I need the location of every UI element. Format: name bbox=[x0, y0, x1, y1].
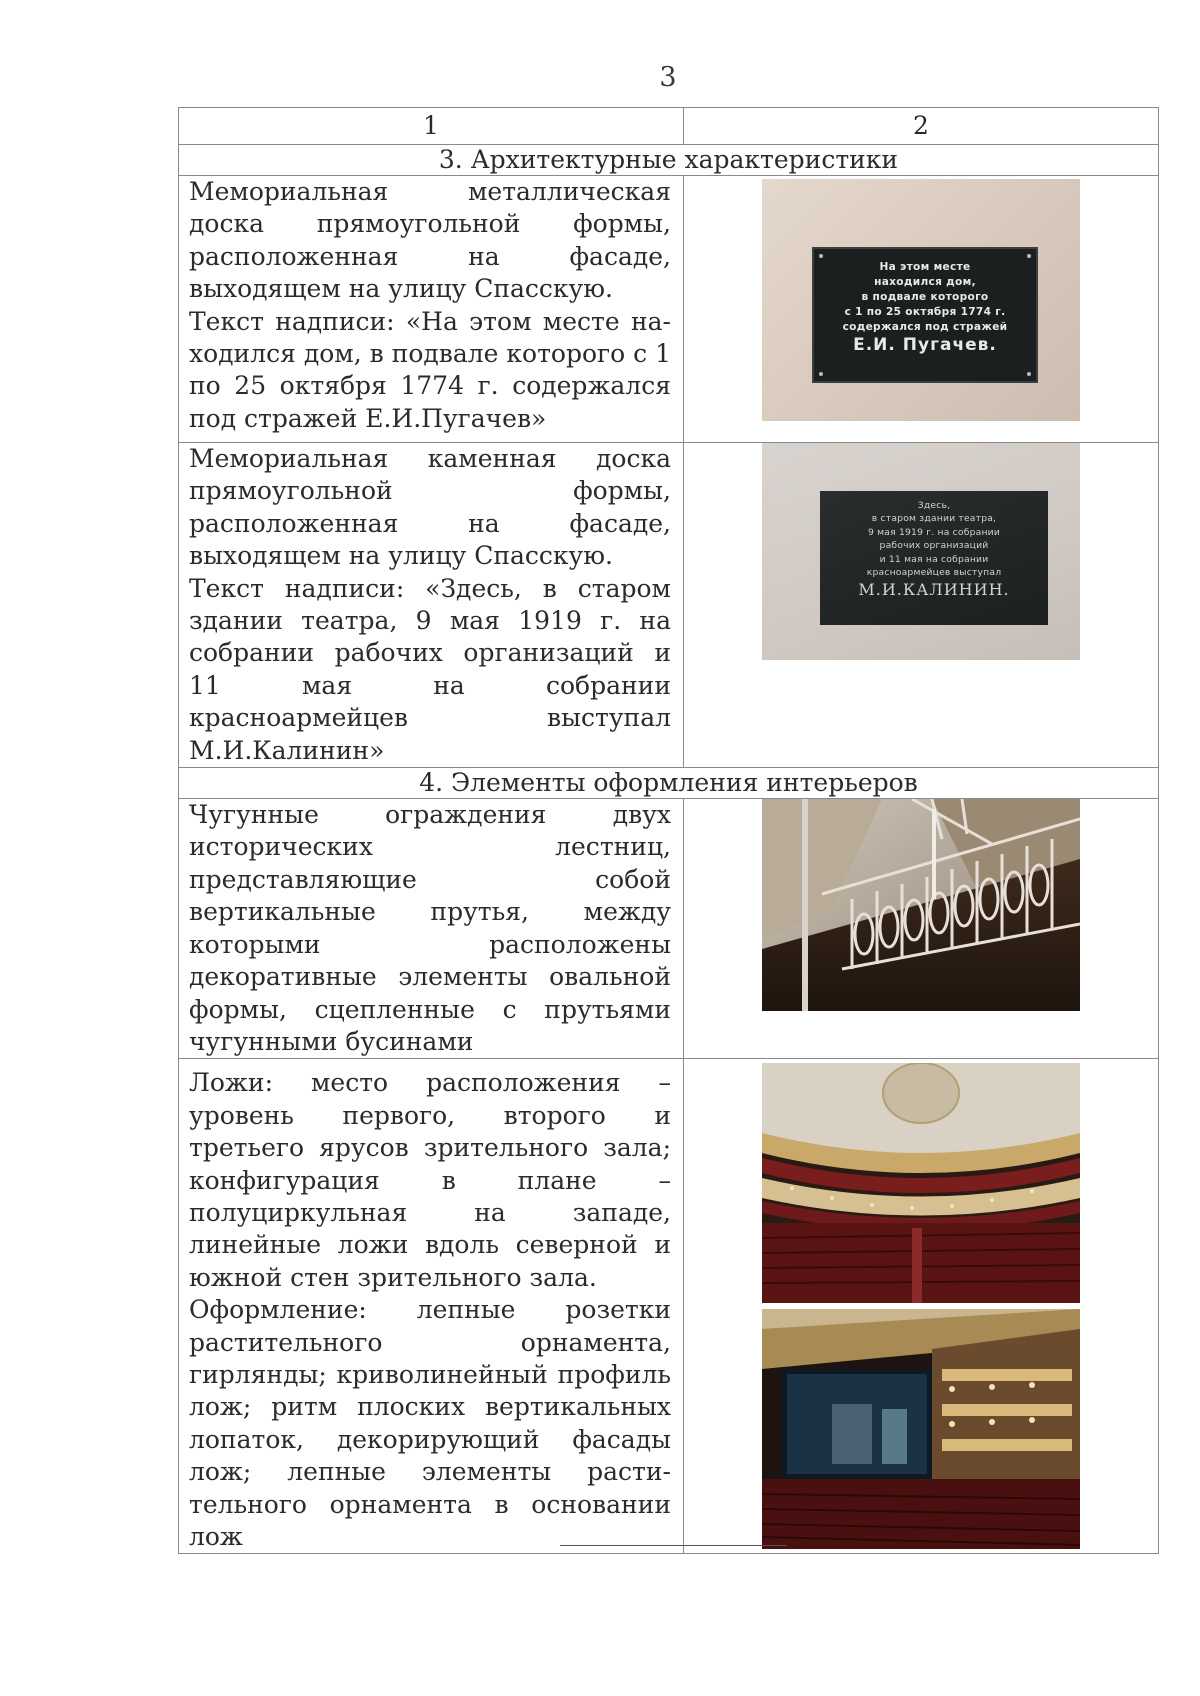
column-number-2: 2 bbox=[684, 108, 1159, 145]
footer-rule bbox=[560, 1545, 786, 1546]
description-cell bbox=[179, 799, 684, 1059]
description-paragraph: Мемориальная каменная доска прямоугольной формы, расположенная на фасаде, выходящем на улицу Спасскую. bbox=[189, 444, 671, 571]
staircase-railing-photo bbox=[762, 799, 1080, 1011]
kalinin-plaque-photo bbox=[762, 443, 1080, 660]
table-row bbox=[179, 799, 1159, 1059]
plaque-line: Здесь, bbox=[917, 500, 951, 511]
image-cell bbox=[684, 176, 1159, 443]
plaque-line: 9 мая 1919 г. на собрании bbox=[867, 526, 1001, 538]
plaque-line: в старом здании театра, bbox=[871, 513, 997, 525]
description-paragraph: Текст надписи: «Здесь, в старом здании театра, 9 мая 1919 г. на собрании рабочих организаций и 11 мая на собрании красноармейцев выступал М.И.Калинин» bbox=[189, 573, 671, 765]
plaque-name: Е.И. Пугачев. bbox=[853, 335, 997, 355]
screw-icon bbox=[819, 372, 823, 376]
column-number-1: 1 bbox=[179, 108, 684, 145]
table-row bbox=[179, 1059, 1159, 1554]
column-number-row bbox=[179, 108, 1159, 145]
metal-plaque bbox=[812, 247, 1038, 383]
auditorium-boxes-photo bbox=[762, 1063, 1080, 1303]
table-row bbox=[179, 443, 1159, 768]
stone-plaque bbox=[820, 491, 1048, 625]
plaque-line: рабочих организаций bbox=[879, 540, 989, 552]
monument-table bbox=[178, 107, 1159, 1554]
image-cell bbox=[684, 799, 1159, 1059]
plaque-line: в подвале которого bbox=[861, 291, 989, 303]
plaque-line: красноармейцев выступал bbox=[866, 567, 1002, 579]
table-row bbox=[179, 176, 1159, 443]
description-paragraph: Оформление: лепные розетки растительного орнамента, гирлянды; криволинейный профиль лож; ритм плоских вертикальных лопаток, декорирующий фасады лож; лепные элементы растительного орнамента в основании лож bbox=[189, 1295, 671, 1551]
plaque-line: На этом месте bbox=[879, 261, 971, 273]
description-paragraph: Ложи: место расположения – уровень первого, второго и третьего ярусов зрительного зала; конфигурация в плане – полуциркульная на западе, линейные ложи вдоль северной и южной стен зрительного зала. bbox=[189, 1068, 671, 1292]
section-title-architecture: 3. Архитектурные характеристики bbox=[179, 145, 1159, 176]
auditorium-stage-photo bbox=[762, 1309, 1080, 1549]
image-cell bbox=[684, 1059, 1159, 1554]
screw-icon bbox=[1027, 372, 1031, 376]
image-cell bbox=[684, 443, 1159, 768]
description-cell bbox=[179, 176, 684, 443]
section-header-row bbox=[179, 768, 1159, 799]
section-title-interiors: 4. Элементы оформления интерьеров bbox=[179, 768, 1159, 799]
description-paragraph: Мемориальная металлическая доска прямоугольной формы, расположенная на фасаде, выходящем на улицу Спасскую. bbox=[189, 177, 671, 304]
plaque-line: с 1 по 25 октября 1774 г. bbox=[844, 306, 1006, 318]
description-paragraph: Чугунные ограждения двух исторических лестниц, представляющие собой вертикальные прутья, между которыми расположены декоративные элементы овальной формы, сцепленные с прутьями чугунными бусинами bbox=[189, 800, 671, 1056]
plaque-name: М.И.КАЛИНИН. bbox=[858, 580, 1010, 600]
description-cell bbox=[179, 443, 684, 768]
plaque-line: и 11 мая на собрании bbox=[879, 553, 989, 565]
pugachev-plaque-photo bbox=[762, 179, 1080, 421]
description-cell bbox=[179, 1059, 684, 1554]
screw-icon bbox=[819, 254, 823, 258]
plaque-line: содержался под стражей bbox=[842, 321, 1008, 333]
description-paragraph: Текст надписи: «На этом месте находился дом, в подвале которого с 1 по 25 октября 1774 г. содержался под стражей Е.И.Пугачев» bbox=[189, 306, 671, 433]
screw-icon bbox=[1027, 254, 1031, 258]
plaque-line: находился дом, bbox=[874, 276, 976, 288]
section-header-row bbox=[179, 145, 1159, 176]
page-number: 3 bbox=[659, 62, 677, 93]
